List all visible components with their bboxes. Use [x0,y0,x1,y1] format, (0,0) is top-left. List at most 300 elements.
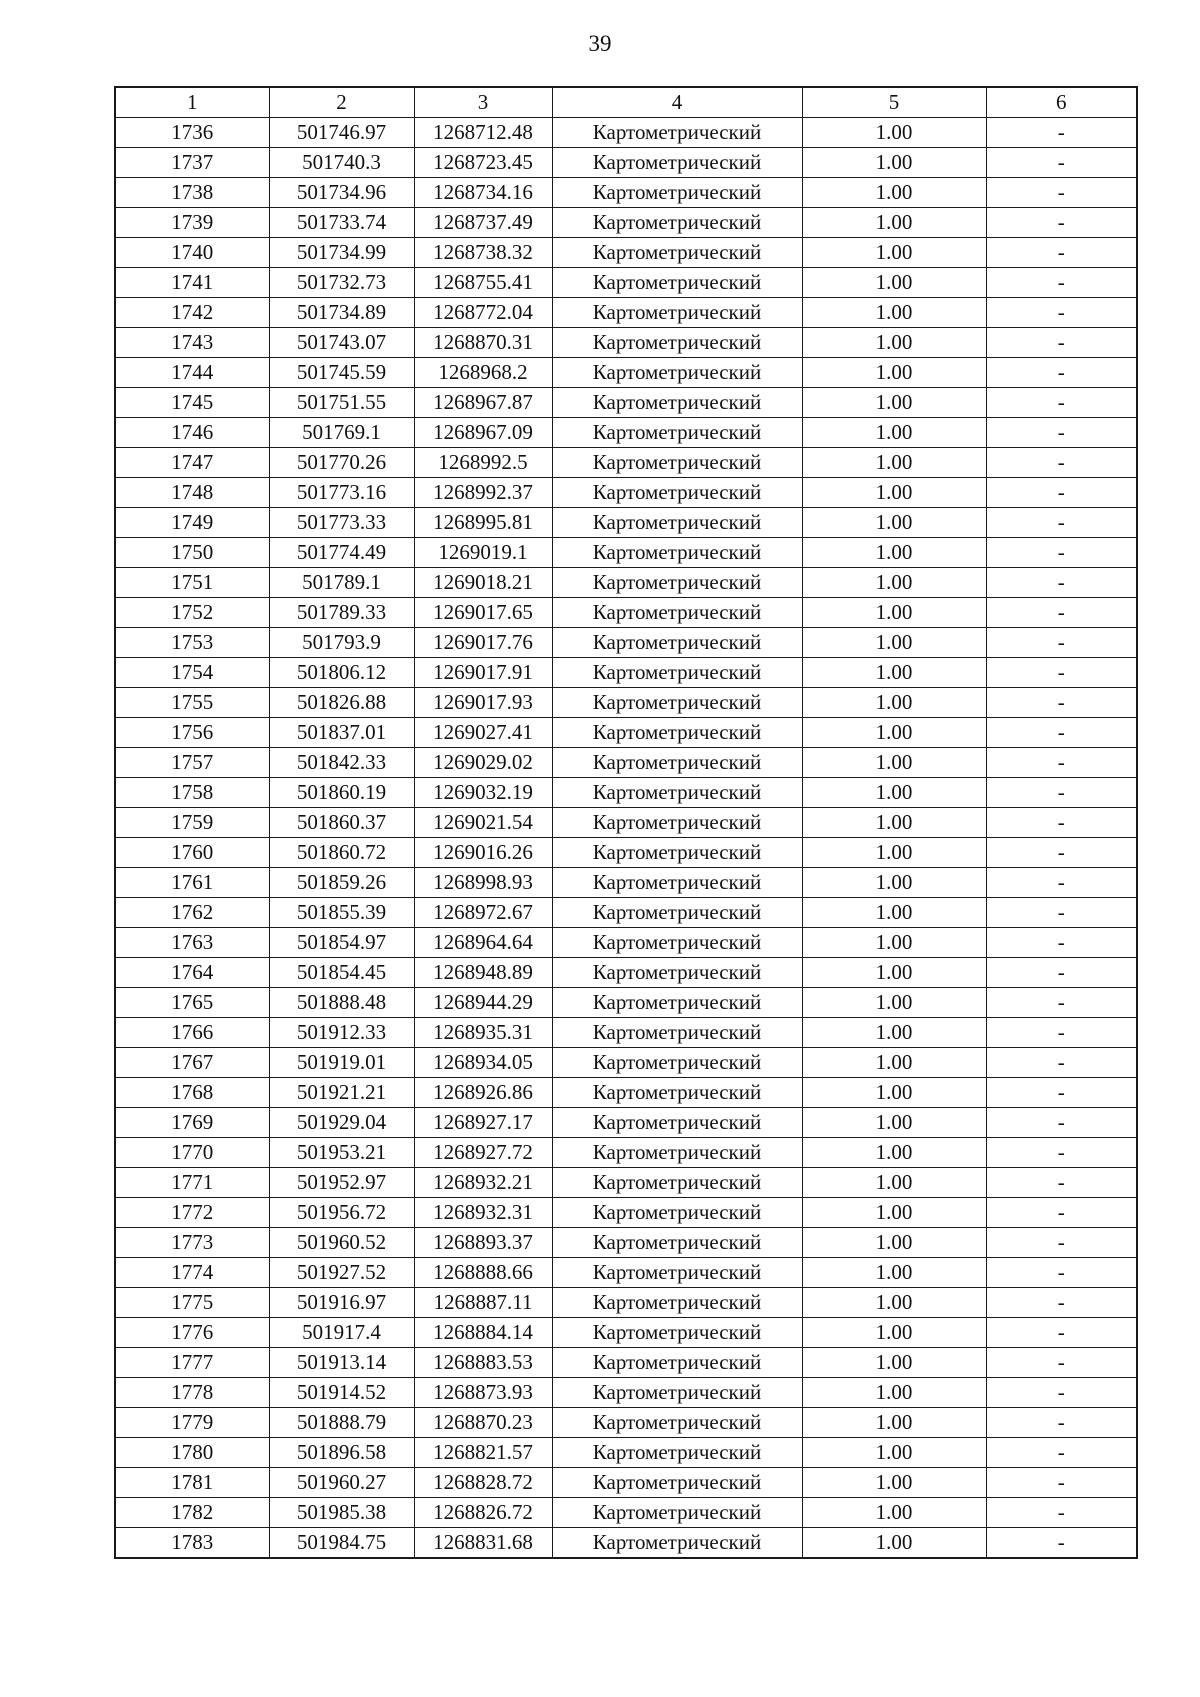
table-row [115,778,1137,808]
x-coordinate-cell: 501751.55 [269,388,414,418]
note-cell: - [986,568,1137,598]
accuracy-cell: 1.00 [802,1138,986,1168]
point-number-cell: 1762 [115,898,269,928]
table-row [115,688,1137,718]
y-coordinate-cell: 1268887.11 [414,1288,552,1318]
table-row [115,268,1137,298]
x-coordinate-cell: 501916.97 [269,1288,414,1318]
table-row [115,748,1137,778]
accuracy-cell: 1.00 [802,418,986,448]
point-number-cell: 1757 [115,748,269,778]
y-coordinate-cell: 1268935.31 [414,1018,552,1048]
note-cell: - [986,1318,1137,1348]
x-coordinate-cell: 501960.27 [269,1468,414,1498]
y-coordinate-cell: 1268992.5 [414,448,552,478]
note-cell: - [986,1438,1137,1468]
method-cell: Картометрический [552,1198,802,1228]
note-cell: - [986,1078,1137,1108]
y-coordinate-cell: 1268873.93 [414,1378,552,1408]
y-coordinate-cell: 1269016.26 [414,838,552,868]
x-coordinate-cell: 501732.73 [269,268,414,298]
point-number-cell: 1760 [115,838,269,868]
method-cell: Картометрический [552,688,802,718]
note-cell: - [986,598,1137,628]
y-coordinate-cell: 1268972.67 [414,898,552,928]
table-row [115,1288,1137,1318]
point-number-cell: 1740 [115,238,269,268]
note-cell: - [986,1288,1137,1318]
point-number-cell: 1748 [115,478,269,508]
point-number-cell: 1754 [115,658,269,688]
method-cell: Картометрический [552,1318,802,1348]
table-row [115,148,1137,178]
table-row [115,1018,1137,1048]
y-coordinate-cell: 1268995.81 [414,508,552,538]
method-cell: Картометрический [552,328,802,358]
x-coordinate-cell: 501770.26 [269,448,414,478]
y-coordinate-cell: 1268734.16 [414,178,552,208]
accuracy-cell: 1.00 [802,838,986,868]
y-coordinate-cell: 1268926.86 [414,1078,552,1108]
x-coordinate-cell: 501927.52 [269,1258,414,1288]
x-coordinate-cell: 501826.88 [269,688,414,718]
x-coordinate-cell: 501837.01 [269,718,414,748]
point-number-cell: 1752 [115,598,269,628]
y-coordinate-cell: 1269017.93 [414,688,552,718]
point-number-cell: 1783 [115,1528,269,1559]
table-row [115,1378,1137,1408]
x-coordinate-cell: 501806.12 [269,658,414,688]
y-coordinate-cell: 1269029.02 [414,748,552,778]
method-cell: Картометрический [552,958,802,988]
note-cell: - [986,388,1137,418]
table-row [115,418,1137,448]
note-cell: - [986,418,1137,448]
table-row [115,1498,1137,1528]
accuracy-cell: 1.00 [802,868,986,898]
x-coordinate-cell: 501773.16 [269,478,414,508]
note-cell: - [986,778,1137,808]
x-coordinate-cell: 501743.07 [269,328,414,358]
note-cell: - [986,1138,1137,1168]
accuracy-cell: 1.00 [802,508,986,538]
point-number-cell: 1743 [115,328,269,358]
method-cell: Картометрический [552,1258,802,1288]
point-number-cell: 1751 [115,568,269,598]
table-row [115,508,1137,538]
point-number-cell: 1746 [115,418,269,448]
x-coordinate-cell: 501734.89 [269,298,414,328]
table-row [115,658,1137,688]
table-row [115,838,1137,868]
table-row [115,1408,1137,1438]
table-row [115,388,1137,418]
note-cell: - [986,358,1137,388]
x-coordinate-cell: 501733.74 [269,208,414,238]
method-cell: Картометрический [552,1438,802,1468]
point-number-cell: 1773 [115,1228,269,1258]
table-row [115,568,1137,598]
method-cell: Картометрический [552,838,802,868]
y-coordinate-cell: 1268712.48 [414,118,552,148]
accuracy-cell: 1.00 [802,1198,986,1228]
x-coordinate-cell: 501789.1 [269,568,414,598]
accuracy-cell: 1.00 [802,1528,986,1559]
header-cell-3: 3 [414,87,552,118]
table-row [115,988,1137,1018]
method-cell: Картометрический [552,508,802,538]
x-coordinate-cell: 501913.14 [269,1348,414,1378]
method-cell: Картометрический [552,1138,802,1168]
method-cell: Картометрический [552,118,802,148]
page-number: 39 [588,31,612,56]
y-coordinate-cell: 1268870.31 [414,328,552,358]
point-number-cell: 1772 [115,1198,269,1228]
x-coordinate-cell: 501854.97 [269,928,414,958]
y-coordinate-cell: 1268998.93 [414,868,552,898]
accuracy-cell: 1.00 [802,298,986,328]
point-number-cell: 1780 [115,1438,269,1468]
method-cell: Картометрический [552,298,802,328]
point-number-cell: 1763 [115,928,269,958]
point-number-cell: 1775 [115,1288,269,1318]
y-coordinate-cell: 1268944.29 [414,988,552,1018]
note-cell: - [986,838,1137,868]
point-number-cell: 1738 [115,178,269,208]
table-row [115,1528,1137,1559]
table-row [115,238,1137,268]
x-coordinate-cell: 501789.33 [269,598,414,628]
note-cell: - [986,958,1137,988]
method-cell: Картометрический [552,1498,802,1528]
table-header [115,87,1137,118]
note-cell: - [986,148,1137,178]
point-number-cell: 1777 [115,1348,269,1378]
point-number-cell: 1753 [115,628,269,658]
point-number-cell: 1767 [115,1048,269,1078]
accuracy-cell: 1.00 [802,1468,986,1498]
table-row [115,958,1137,988]
note-cell: - [986,898,1137,928]
accuracy-cell: 1.00 [802,208,986,238]
method-cell: Картометрический [552,898,802,928]
accuracy-cell: 1.00 [802,1378,986,1408]
point-number-cell: 1778 [115,1378,269,1408]
x-coordinate-cell: 501734.96 [269,178,414,208]
y-coordinate-cell: 1268821.57 [414,1438,552,1468]
table-row [115,1108,1137,1138]
y-coordinate-cell: 1268772.04 [414,298,552,328]
table-row [115,538,1137,568]
method-cell: Картометрический [552,1048,802,1078]
header-cell-1: 1 [115,87,269,118]
y-coordinate-cell: 1268948.89 [414,958,552,988]
accuracy-cell: 1.00 [802,1258,986,1288]
point-number-cell: 1779 [115,1408,269,1438]
accuracy-cell: 1.00 [802,178,986,208]
note-cell: - [986,688,1137,718]
note-cell: - [986,478,1137,508]
method-cell: Картометрический [552,748,802,778]
method-cell: Картометрический [552,148,802,178]
accuracy-cell: 1.00 [802,598,986,628]
header-cell-4: 4 [552,87,802,118]
note-cell: - [986,178,1137,208]
table-row [115,448,1137,478]
x-coordinate-cell: 501860.19 [269,778,414,808]
note-cell: - [986,868,1137,898]
table-row [115,358,1137,388]
method-cell: Картометрический [552,1378,802,1408]
y-coordinate-cell: 1268826.72 [414,1498,552,1528]
note-cell: - [986,1348,1137,1378]
point-number-cell: 1745 [115,388,269,418]
note-cell: - [986,328,1137,358]
method-cell: Картометрический [552,628,802,658]
note-cell: - [986,1228,1137,1258]
method-cell: Картометрический [552,1078,802,1108]
y-coordinate-cell: 1268934.05 [414,1048,552,1078]
point-number-cell: 1768 [115,1078,269,1108]
point-number-cell: 1770 [115,1138,269,1168]
point-number-cell: 1782 [115,1498,269,1528]
accuracy-cell: 1.00 [802,928,986,958]
x-coordinate-cell: 501921.21 [269,1078,414,1108]
method-cell: Картометрический [552,268,802,298]
note-cell: - [986,268,1137,298]
y-coordinate-cell: 1268964.64 [414,928,552,958]
y-coordinate-cell: 1269019.1 [414,538,552,568]
table-row [115,1228,1137,1258]
table-row [115,178,1137,208]
table-row [115,1348,1137,1378]
point-number-cell: 1771 [115,1168,269,1198]
point-number-cell: 1739 [115,208,269,238]
accuracy-cell: 1.00 [802,718,986,748]
note-cell: - [986,508,1137,538]
y-coordinate-cell: 1268831.68 [414,1528,552,1559]
x-coordinate-cell: 501960.52 [269,1228,414,1258]
method-cell: Картометрический [552,1348,802,1378]
note-cell: - [986,1048,1137,1078]
table-row [115,1198,1137,1228]
y-coordinate-cell: 1268723.45 [414,148,552,178]
header-row [115,87,1137,118]
method-cell: Картометрический [552,928,802,958]
x-coordinate-cell: 501912.33 [269,1018,414,1048]
point-number-cell: 1776 [115,1318,269,1348]
method-cell: Картометрический [552,718,802,748]
method-cell: Картометрический [552,418,802,448]
table-row [115,1168,1137,1198]
accuracy-cell: 1.00 [802,478,986,508]
table-row [115,1318,1137,1348]
method-cell: Картометрический [552,538,802,568]
x-coordinate-cell: 501896.58 [269,1438,414,1468]
note-cell: - [986,1528,1137,1559]
accuracy-cell: 1.00 [802,748,986,778]
y-coordinate-cell: 1269021.54 [414,808,552,838]
method-cell: Картометрический [552,388,802,418]
note-cell: - [986,628,1137,658]
y-coordinate-cell: 1268755.41 [414,268,552,298]
x-coordinate-cell: 501860.72 [269,838,414,868]
point-number-cell: 1755 [115,688,269,718]
y-coordinate-cell: 1268738.32 [414,238,552,268]
y-coordinate-cell: 1268737.49 [414,208,552,238]
accuracy-cell: 1.00 [802,1318,986,1348]
accuracy-cell: 1.00 [802,238,986,268]
y-coordinate-cell: 1269018.21 [414,568,552,598]
accuracy-cell: 1.00 [802,1288,986,1318]
method-cell: Картометрический [552,988,802,1018]
accuracy-cell: 1.00 [802,958,986,988]
y-coordinate-cell: 1268932.21 [414,1168,552,1198]
accuracy-cell: 1.00 [802,448,986,478]
method-cell: Картометрический [552,208,802,238]
y-coordinate-cell: 1268883.53 [414,1348,552,1378]
table-row [115,718,1137,748]
point-number-cell: 1747 [115,448,269,478]
point-number-cell: 1761 [115,868,269,898]
table-row [115,808,1137,838]
method-cell: Картометрический [552,1408,802,1438]
point-number-cell: 1765 [115,988,269,1018]
x-coordinate-cell: 501888.79 [269,1408,414,1438]
point-number-cell: 1737 [115,148,269,178]
method-cell: Картометрический [552,1528,802,1559]
y-coordinate-cell: 1269017.91 [414,658,552,688]
x-coordinate-cell: 501842.33 [269,748,414,778]
note-cell: - [986,1018,1137,1048]
note-cell: - [986,238,1137,268]
x-coordinate-cell: 501917.4 [269,1318,414,1348]
method-cell: Картометрический [552,1468,802,1498]
point-number-cell: 1744 [115,358,269,388]
method-cell: Картометрический [552,1228,802,1258]
y-coordinate-cell: 1268888.66 [414,1258,552,1288]
table-row [115,898,1137,928]
method-cell: Картометрический [552,1018,802,1048]
y-coordinate-cell: 1268927.72 [414,1138,552,1168]
table-row [115,1258,1137,1288]
accuracy-cell: 1.00 [802,268,986,298]
table-row [115,478,1137,508]
y-coordinate-cell: 1268884.14 [414,1318,552,1348]
method-cell: Картометрический [552,448,802,478]
x-coordinate-cell: 501854.45 [269,958,414,988]
accuracy-cell: 1.00 [802,1108,986,1138]
table-row [115,598,1137,628]
method-cell: Картометрический [552,778,802,808]
x-coordinate-cell: 501919.01 [269,1048,414,1078]
accuracy-cell: 1.00 [802,688,986,718]
header-cell-6: 6 [986,87,1137,118]
note-cell: - [986,1468,1137,1498]
method-cell: Картометрический [552,238,802,268]
note-cell: - [986,658,1137,688]
point-number-cell: 1769 [115,1108,269,1138]
note-cell: - [986,748,1137,778]
accuracy-cell: 1.00 [802,1018,986,1048]
accuracy-cell: 1.00 [802,118,986,148]
note-cell: - [986,1378,1137,1408]
x-coordinate-cell: 501740.3 [269,148,414,178]
accuracy-cell: 1.00 [802,148,986,178]
x-coordinate-cell: 501769.1 [269,418,414,448]
table-row [115,118,1137,148]
point-number-cell: 1741 [115,268,269,298]
accuracy-cell: 1.00 [802,1078,986,1108]
point-number-cell: 1764 [115,958,269,988]
accuracy-cell: 1.00 [802,898,986,928]
x-coordinate-cell: 501914.52 [269,1378,414,1408]
method-cell: Картометрический [552,1288,802,1318]
x-coordinate-cell: 501774.49 [269,538,414,568]
x-coordinate-cell: 501793.9 [269,628,414,658]
note-cell: - [986,1198,1137,1228]
table-row [115,328,1137,358]
y-coordinate-cell: 1268992.37 [414,478,552,508]
method-cell: Картометрический [552,868,802,898]
accuracy-cell: 1.00 [802,1228,986,1258]
method-cell: Картометрический [552,598,802,628]
y-coordinate-cell: 1268828.72 [414,1468,552,1498]
x-coordinate-cell: 501773.33 [269,508,414,538]
accuracy-cell: 1.00 [802,628,986,658]
accuracy-cell: 1.00 [802,778,986,808]
note-cell: - [986,718,1137,748]
accuracy-cell: 1.00 [802,358,986,388]
method-cell: Картометрический [552,1108,802,1138]
x-coordinate-cell: 501855.39 [269,898,414,928]
point-number-cell: 1736 [115,118,269,148]
table-row [115,928,1137,958]
table-row [115,1138,1137,1168]
table-row [115,298,1137,328]
accuracy-cell: 1.00 [802,1348,986,1378]
table-row [115,628,1137,658]
coordinates-table [114,86,1138,1559]
note-cell: - [986,1108,1137,1138]
note-cell: - [986,538,1137,568]
accuracy-cell: 1.00 [802,1408,986,1438]
method-cell: Картометрический [552,478,802,508]
accuracy-cell: 1.00 [802,388,986,418]
y-coordinate-cell: 1269032.19 [414,778,552,808]
point-number-cell: 1758 [115,778,269,808]
x-coordinate-cell: 501952.97 [269,1168,414,1198]
x-coordinate-cell: 501929.04 [269,1108,414,1138]
y-coordinate-cell: 1268968.2 [414,358,552,388]
y-coordinate-cell: 1268967.87 [414,388,552,418]
note-cell: - [986,298,1137,328]
table-row [115,1468,1137,1498]
table-row [115,1438,1137,1468]
y-coordinate-cell: 1268967.09 [414,418,552,448]
x-coordinate-cell: 501985.38 [269,1498,414,1528]
table-body [115,118,1137,1559]
table-row [115,208,1137,238]
accuracy-cell: 1.00 [802,1438,986,1468]
y-coordinate-cell: 1268932.31 [414,1198,552,1228]
accuracy-cell: 1.00 [802,1168,986,1198]
x-coordinate-cell: 501746.97 [269,118,414,148]
point-number-cell: 1781 [115,1468,269,1498]
point-number-cell: 1750 [115,538,269,568]
point-number-cell: 1759 [115,808,269,838]
method-cell: Картометрический [552,358,802,388]
